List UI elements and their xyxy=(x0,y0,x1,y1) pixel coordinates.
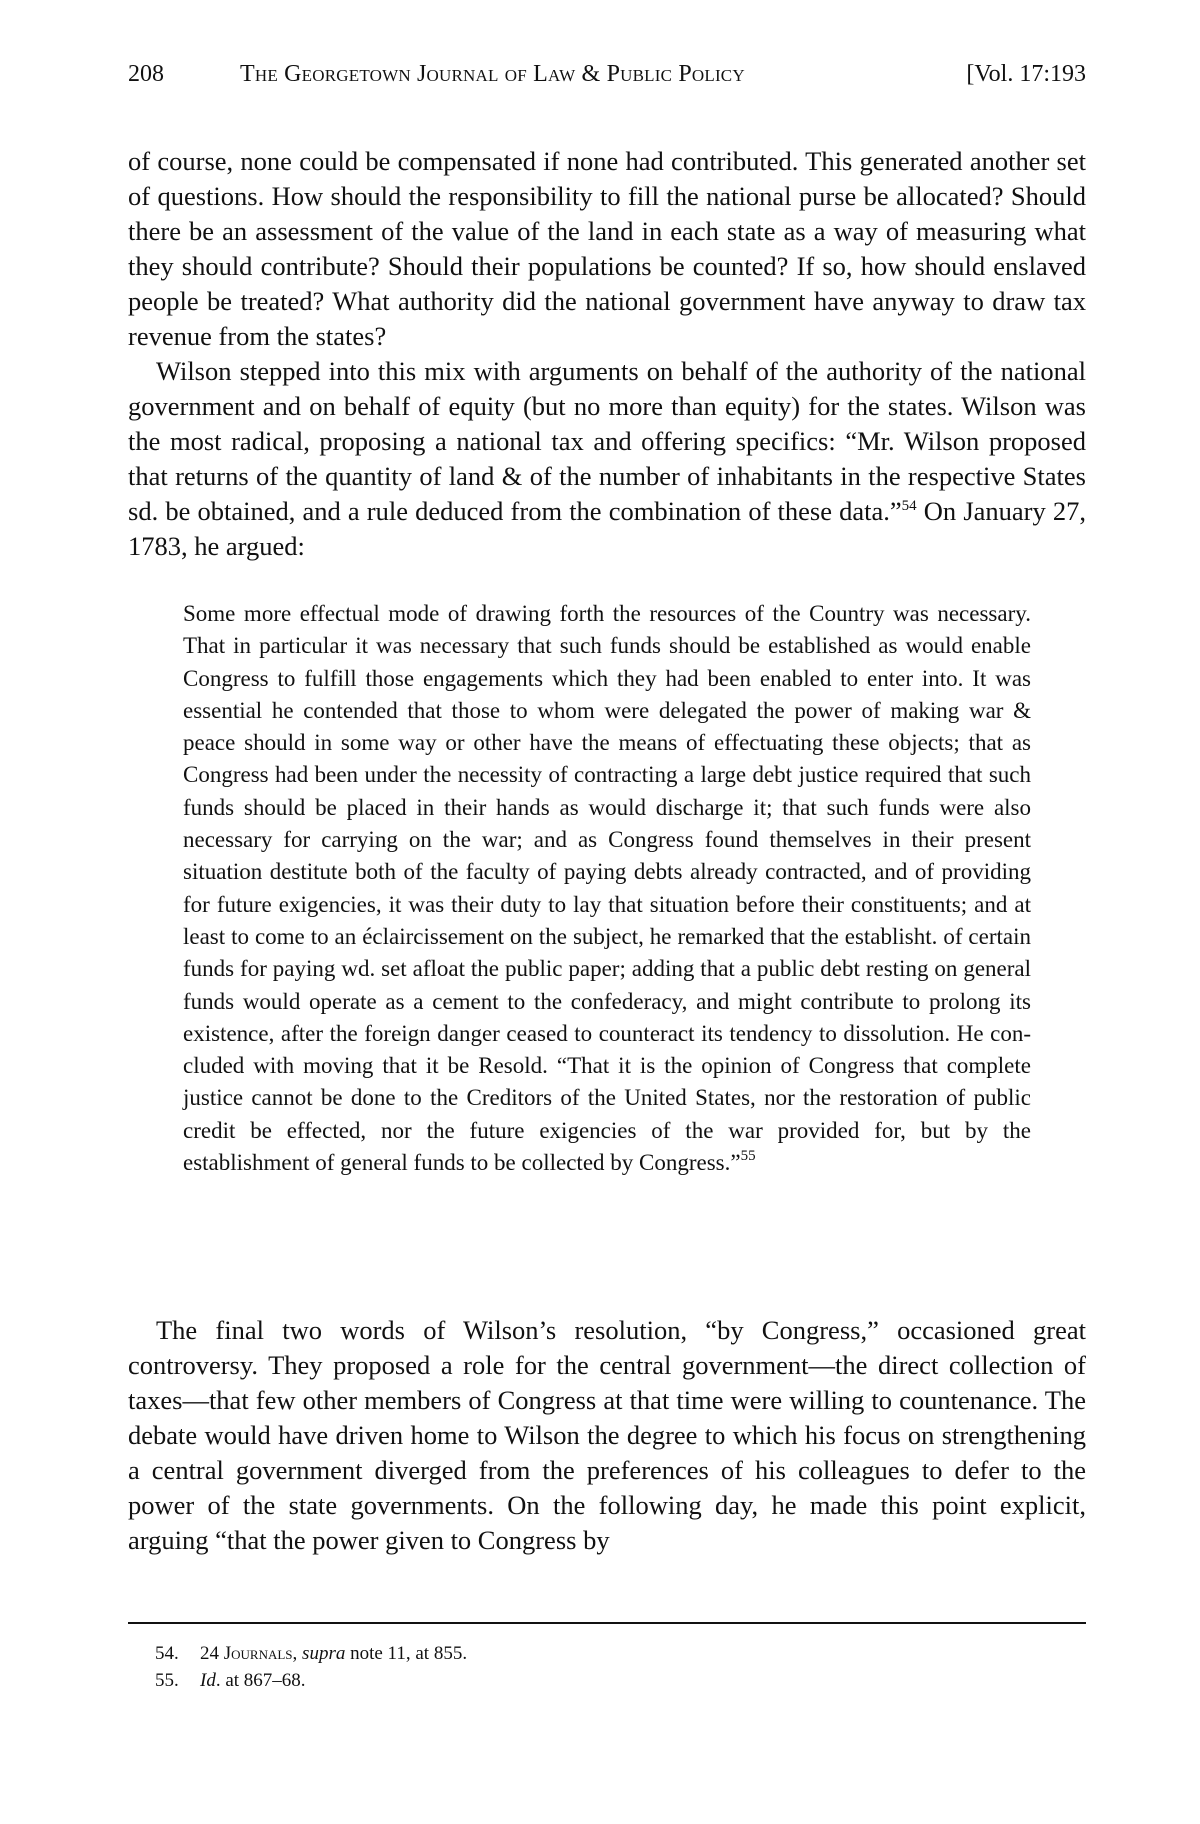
footnote-number: 55. xyxy=(155,1670,179,1691)
footnotes xyxy=(155,1640,1055,1694)
volume-citation: [Vol. 17:193 xyxy=(966,61,1086,87)
footnote-source: Journals xyxy=(223,1643,293,1664)
paragraph-text-b: On January 27, 1783, he argued: xyxy=(128,496,1086,561)
paragraph-text: The final two words of Wilson’s resolution, “by Congress,” occasioned great controversy. They proposed a role for the central government—the direct collection of taxes—that few other members of Congress at that time were willing to countenance. The debate would have driven home to Wilson the degree to which his focus on strengthening a central government diverged from the preferences of his colleagues to defer to the power of the state governments. On the following day, he made this point explicit, arguing “that the power given to Congress by xyxy=(128,1315,1086,1555)
paragraph-text xyxy=(128,354,1086,564)
footnote-54 xyxy=(155,1640,1055,1667)
footnote-ref-54[interactable]: 54 xyxy=(901,498,917,514)
footnote-signal: Id xyxy=(200,1670,216,1691)
paragraph-text-a: Wilson stepped into this mix with arguments on behalf of the authority of the national government and on behalf of equity (but no more than equity) for the states. Wilson was the most radical, proposing a national tax and offering specifics: “Mr. Wilson proposed that returns of the quantity of land & of the number of inhabitants in the respective States sd. be obtained, and a rule deduced from the combination of these data.” xyxy=(128,356,1086,526)
footnote-text: 24 xyxy=(200,1643,224,1664)
block-quote-text: Some more effectual mode of drawing forth the resources of the Country was necessary. That in particular it was necessary that such funds should be established as would enable Congress to fulfill those engagements which they had been enabled to enter into. It was essential he contended that those to whom were delegated the power of making war & peace should in some way or other have the means of effectuating these objects; that as Congress had been under the necessity of contracting a large debt justice required that such funds should be placed in their hands as would discharge it; that such funds were also necessary for carrying on the war; and as Congress found themselves in their present situation destitute both of the faculty of paying debts already contracted, and of providing for future exigencies, it was their duty to lay that situation before their constituents; and at least to come to an éclaircissement on the subject, he remarked that the establisht. of certain funds for paying wd. set afloat the public paper; adding that a public debt resting on general funds would operate as a cement to the confederacy, and might contribute to prolong its existence, after the foreign danger ceased to counteract its tendency to dissolution. He concluded with moving that it be Resold. “That it is the opinion of Congress that complete justice cannot be done to the Creditors of the United States, nor the restoration of public credit be effected, nor the future exigencies of the war provided for, but by the establishment of general funds to be collected by Congress.” xyxy=(183,601,1031,1176)
paragraph-text: of course, none could be compensated if none had contributed. This generated another set of questions. How should the responsibility to fill the national purse be allocated? Should there be an assessment of the value of the land in each state as a way of measuring what they should contribute? Should their populations be counted? If so, how should enslaved people be treated? What authority did the national government have anyway to draw tax revenue from the states? xyxy=(128,146,1086,351)
paragraph-wilson xyxy=(128,354,1086,564)
footnote-text: . at 867–68. xyxy=(215,1670,306,1691)
block-quote xyxy=(183,598,1031,1179)
footnote-signal: supra xyxy=(302,1643,346,1664)
running-header xyxy=(128,56,1086,92)
footnote-punct: , xyxy=(292,1643,303,1664)
footnote-ref-55[interactable]: 55 xyxy=(740,1148,756,1165)
footnote-number: 54. xyxy=(155,1643,179,1664)
page-number: 208 xyxy=(128,61,164,87)
paragraph-final xyxy=(128,1313,1086,1558)
paragraph-continued xyxy=(128,144,1086,354)
journal-title: The Georgetown Journal of Law & Public Policy xyxy=(240,61,745,87)
footnote-text: note 11, at 855. xyxy=(345,1643,468,1664)
footnote-55 xyxy=(155,1667,1055,1694)
footnote-divider xyxy=(128,1622,1086,1624)
